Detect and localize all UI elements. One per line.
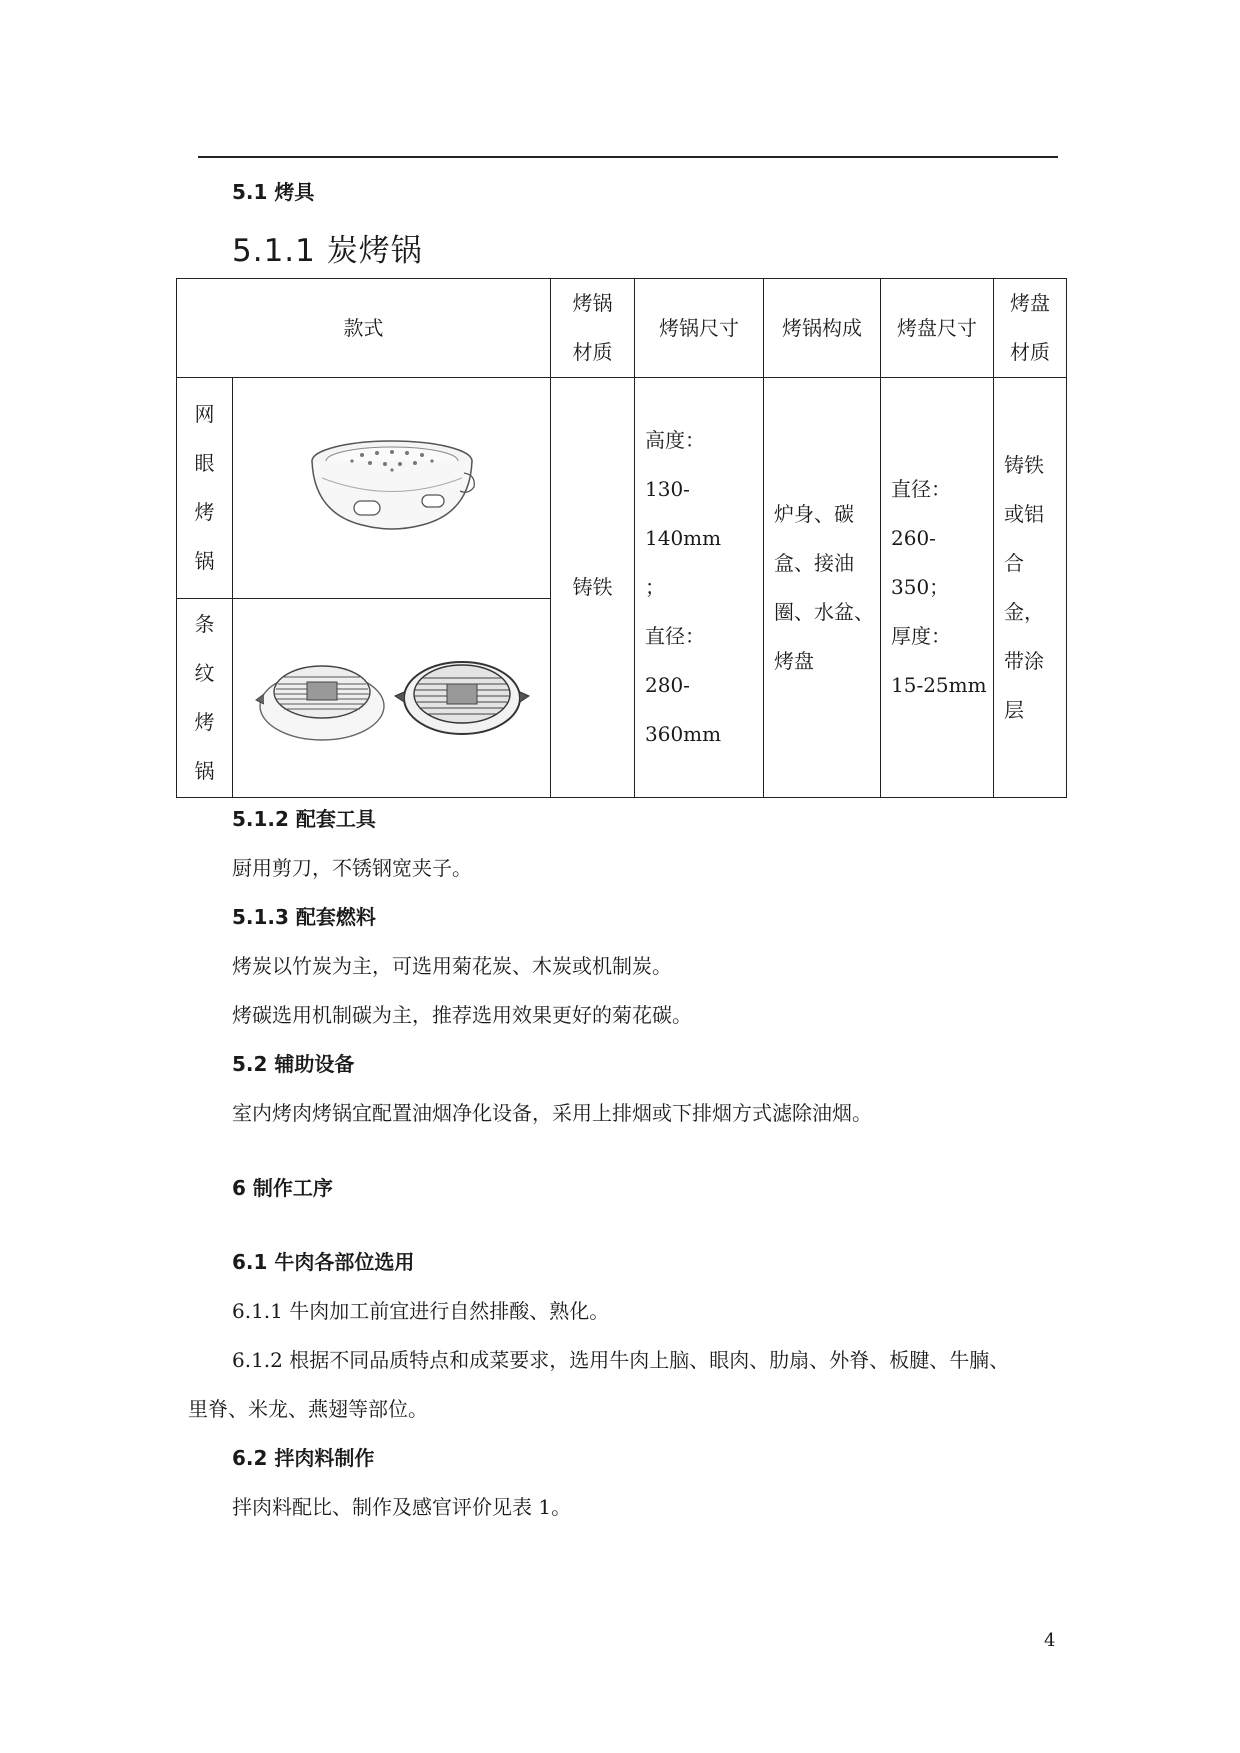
section-5-1-1-heading: 5.1.1 炭烤锅 [232, 233, 423, 269]
pot-components-value: 炉身、碳 盒、接油 圈、水盆、 烤盘 [764, 378, 881, 798]
tools-text: 厨用剪刀，不锈钢宽夹子。 [232, 856, 472, 880]
striped-grill-pot-icon [252, 648, 532, 748]
header-pot-material: 烤锅 材质 [551, 279, 635, 378]
pot-size-value: 高度： 130-140mm ； 直径： 280-360mm [635, 378, 764, 798]
header-pot-components: 烤锅构成 [764, 279, 881, 378]
section-5-1-3-heading: 5.1.3 配套燃料 [232, 905, 376, 929]
header-pot-size: 烤锅尺寸 [635, 279, 764, 378]
row-label-mesh: 网 眼 烤 锅 [177, 378, 233, 599]
text-6-1-2-line1: 6.1.2 根据不同品质特点和成菜要求，选用牛肉上脑、眼肉、肋扇、外脊、板腱、牛腩、 [232, 1348, 1010, 1372]
section-5-2-heading: 5.2 辅助设备 [232, 1052, 355, 1076]
text-6-1-2-line2: 里脊、米龙、燕翅等部位。 [188, 1397, 428, 1421]
mesh-grill-image [233, 378, 551, 599]
table-row [177, 378, 1067, 599]
text-6-2: 拌肉料配比、制作及感官评价见表 1。 [232, 1495, 572, 1519]
fuel-text-2: 烤碳选用机制碳为主，推荐选用效果更好的菊花碳。 [232, 1003, 692, 1027]
grill-spec-table [176, 278, 1067, 798]
row-label-striped: 条 纹 烤 锅 [177, 599, 233, 798]
fuel-text-1: 烤炭以竹炭为主，可选用菊花炭、木炭或机制炭。 [232, 954, 672, 978]
tray-material-value: 铸铁 或铝 合 金， 带涂 层 [994, 378, 1067, 798]
header-style: 款式 [177, 279, 551, 378]
text-6-1-1: 6.1.1 牛肉加工前宜进行自然排酸、熟化。 [232, 1299, 610, 1323]
section-6-1-heading: 6.1 牛肉各部位选用 [232, 1250, 415, 1274]
header-tray-material: 烤盘 材质 [994, 279, 1067, 378]
pot-material-value: 铸铁 [551, 378, 635, 798]
section-6-heading: 6 制作工序 [232, 1176, 333, 1200]
header-rule [198, 156, 1058, 158]
aux-text: 室内烤肉烤锅宜配置油烟净化设备，采用上排烟或下排烟方式滤除油烟。 [232, 1101, 872, 1125]
section-6-2-heading: 6.2 拌肉料制作 [232, 1446, 375, 1470]
striped-grill-image [233, 599, 551, 798]
table-header-row [177, 279, 1067, 378]
header-tray-size: 烤盘尺寸 [881, 279, 994, 378]
section-5-1-2-heading: 5.1.2 配套工具 [232, 807, 376, 831]
section-5-1-heading: 5.1 烤具 [232, 180, 315, 204]
tray-size-value: 直径： 260-350； 厚度： 15-25mm [881, 378, 994, 798]
page-number: 4 [1044, 1630, 1056, 1651]
mesh-grill-pot-icon [302, 433, 482, 543]
